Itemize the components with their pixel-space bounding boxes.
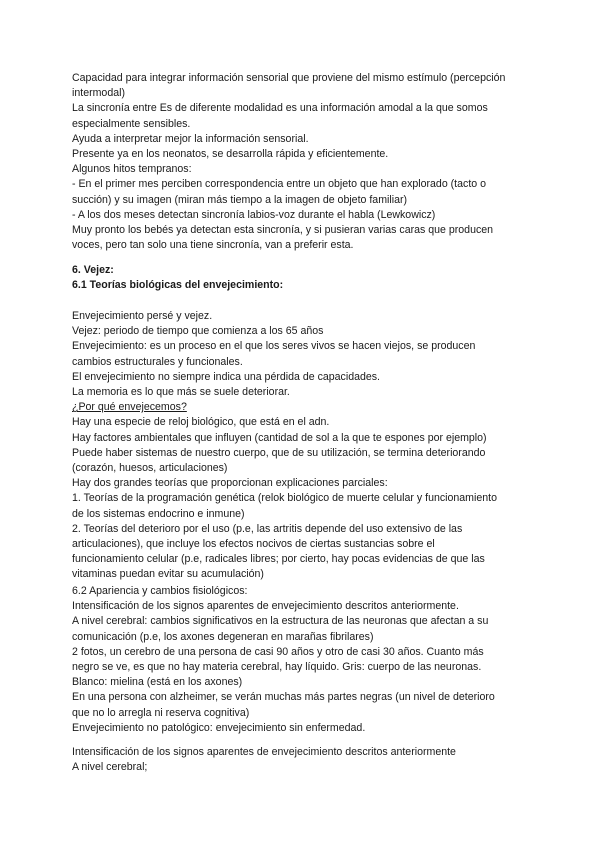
intro-paragraph [72,71,532,253]
text-line: Intensificación de los signos aparentes de envejecimiento descritos anteriormente [72,746,456,758]
text-line: vitaminas puedan evitar su acumulación) [72,568,264,581]
text-line: Hay dos grandes teorías que proporcionan explicaciones parciales: [72,477,388,490]
text-line: especialmente sensibles. [72,117,191,130]
text-line: Envejecimiento: es un proceso en el que los seres vivos se hacen viejos, se producen [72,340,476,353]
text-line: Muy pronto los bebés ya detectan esta sincronía, y si pusieran varias caras que producen [72,224,494,237]
text-line: Envejecimiento persé y vejez. [72,310,213,322]
text-line: A nivel cerebral; [72,761,148,774]
section-6-1-body [72,309,532,583]
text-line: (corazón, huesos, articulaciones) [72,462,228,475]
text-line: A nivel cerebral: cambios significativos en la estructura de las neuronas que afectan a su [72,615,489,628]
text-line: 2. Teorías del deterioro por el uso (p.e, las artritis depende del uso extensivo de las [72,522,463,535]
text-line: Envejecimiento no patológico: envejecimiento sin enfermedad. [72,721,366,734]
text-line: Puede haber sistemas de nuestro cuerpo, que de su utilización, se termina deteriorando [72,446,486,459]
text-line: Presente ya en los neonatos, se desarrolla rápida y eficientemente. [72,148,389,161]
section-subtitle: 6.1 Teorías biológicas del envejecimiento: [72,279,284,292]
question-heading: ¿Por qué envejecemos? [72,401,187,414]
text-line: Capacidad para integrar información sensorial que proviene del mismo estímulo (percepción [72,72,506,84]
text-line: - A los dos meses detectan sincronía labios-voz durante el habla (Lewkowicz) [72,208,436,221]
text-line: - En el primer mes perciben correspondencia entre un objeto que han explorado (tacto o [72,178,486,191]
text-line: 2 fotos, un cerebro de una persona de casi 90 años y otro de casi 30 años. Cuanto más [72,645,484,658]
text-line: funcionamiento celular (p.e, radicales libres; por cierto, hay pocas evidencias de que las [72,553,485,566]
text-line: negro se ve, es que no hay materia cerebral, hay líquido. Gris: cuerpo de las neuronas. [72,661,482,674]
text-line: succión) y su imagen (miran más tiempo a la imagen de objeto familiar) [72,193,408,206]
text-line: Intensificación de los signos aparentes de envejecimiento descritos anteriormente. [72,600,459,613]
text-line: Blanco: mielina (está en los axones) [72,676,243,689]
text-line: En una persona con alzheimer, se verán muchas más partes negras (un nivel de deterioro [72,691,495,704]
text-line: Vejez: periodo de tiempo que comienza a los 65 años [72,325,324,338]
text-line: de los sistemas endocrino e inmune) [72,507,245,520]
text-line: Hay una especie de reloj biológico, que está en el adn. [72,416,330,429]
text-line: Ayuda a interpretar mejor la información sensorial. [72,132,309,145]
text-line: que no lo arregla ni reserva cognitiva) [72,706,250,719]
text-line: La memoria es lo que más se suele deteriorar. [72,386,290,399]
section-6-2-title: 6.2 Apariencia y cambios fisiológicos: [72,585,248,597]
text-line: 1. Teorías de la programación genética (relok biológico de muerte celular y funcionamiento [72,492,497,505]
section-6-2-body [72,584,532,736]
text-line: comunicación (p.e, los axones degeneran en marañas fibrilares) [72,630,374,643]
text-line: Algunos hitos tempranos: [72,163,192,176]
section-6-heading [72,263,532,293]
text-line: La sincronía entre Es de diferente modalidad es una información amodal a la que somos [72,102,488,115]
text-line: articulaciones), que incluye los efectos nocivos de ciertas sustancias sobre el [72,538,435,551]
text-line: cambios estructurales y funcionales. [72,355,243,368]
section-title: 6. Vejez: [72,264,114,276]
text-line: intermodal) [72,87,125,100]
text-line: voces, pero tan solo una tiene sincronía, van a preferir esta. [72,239,354,252]
closing-paragraph [72,745,532,775]
text-line: Hay factores ambientales que influyen (cantidad de sol a la que te espones por ejemplo) [72,431,487,444]
text-line: El envejecimiento no siempre indica una pérdida de capacidades. [72,370,380,383]
